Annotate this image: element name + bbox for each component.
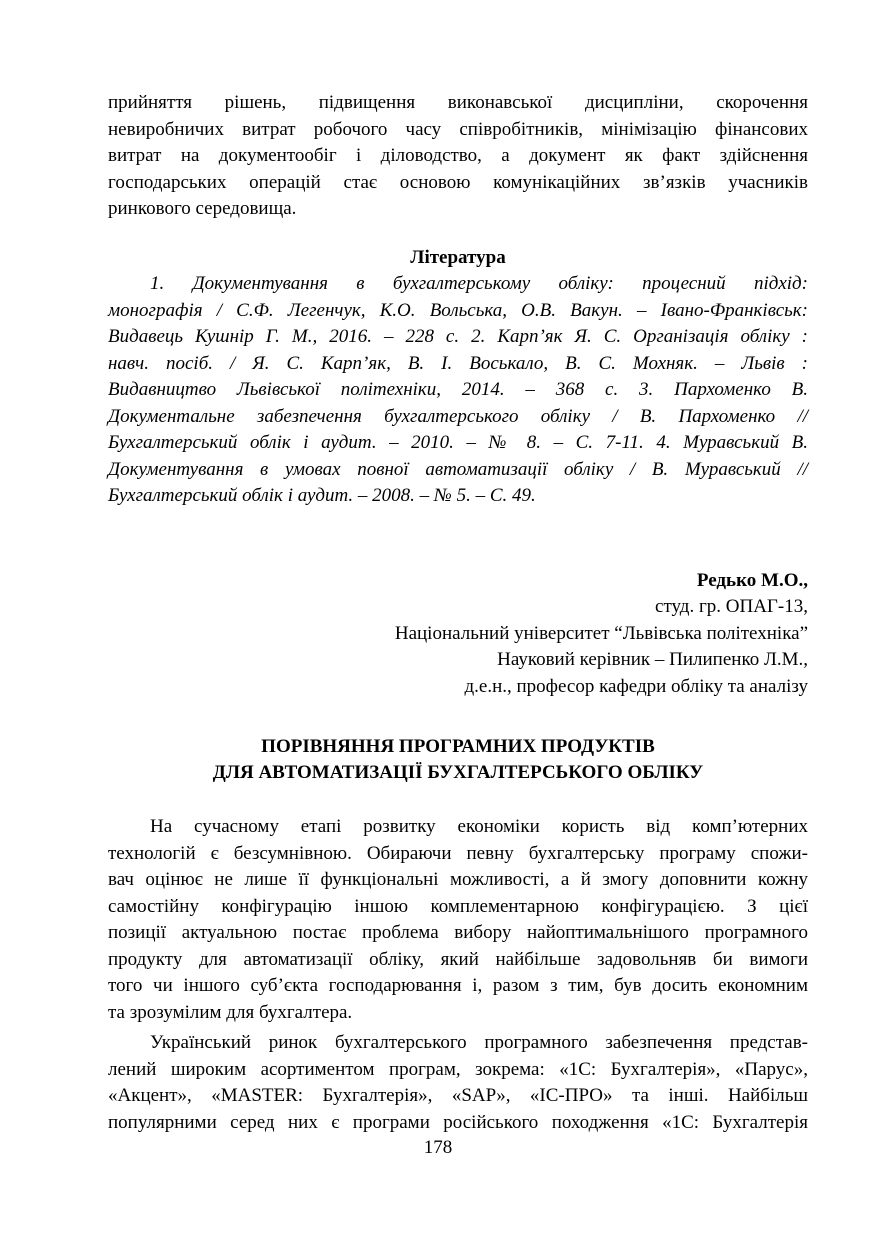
reference-line: Бухгалтерський облік і аудит. – 2010. – № 8. – С. 7-11. 4. Муравський В. [108,432,808,453]
text-line: продукту для автоматизації обліку, який найбільше задовольняв би вимоги [108,948,808,970]
author-info [108,568,808,701]
reference-line: навч. посіб. / Я. С. Карп’як, В. І. Воськало, В. С. Мохняк. – Львів : [108,352,808,374]
text-line: технологій є безсумнівною. Обираючи певну бухгалтерську програму спожи- [108,842,808,864]
article-title [108,734,808,786]
article-title-line-2: ДЛЯ АВТОМАТИЗАЦІЇ БУХГАЛТЕРСЬКОГО ОБЛІКУ [212,762,704,783]
text-line: господарських операцій стає основою комунікаційних зв’язків учасників [108,171,808,193]
author-supervisor: Науковий керівник – Пилипенко Л.М., [497,649,808,670]
page-number: 178 [423,1137,453,1158]
text-line: На сучасному етапі розвитку економіки користь від комп’ютерних [150,816,808,837]
text-line: лений широким асортиментом програм, зокрема: «1С: Бухгалтерія», «Парус», [108,1058,808,1080]
reference-line: Видавництво Львівської політехніки, 2014. – 368 с. 3. Пархоменко В. [108,379,808,400]
author-supervisor-title: д.е.н., професор кафедри обліку та аналізу [464,675,808,697]
reference-line: Документування в умовах повної автоматизації обліку / В. Муравський // [108,458,808,480]
text-line: прийняття рішень, підвищення виконавської дисципліни, скорочення [108,92,808,113]
intro-paragraph [108,90,808,223]
author-group: студ. гр. ОПАГ-13, [655,596,808,617]
reference-line: Документальне забезпечення бухгалтерського обліку / В. Пархоменко // [108,405,808,427]
author-university: Національний університет “Львівська політехніка” [394,622,808,644]
reference-line: 1. Документування в бухгалтерському обліку: процесний підхід: [150,273,808,294]
reference-line: Бухгалтерський облік і аудит. – 2008. – № 5. – С. 49. [108,485,536,506]
text-line: ринкового середовища. [108,198,297,219]
article-body [108,814,808,1136]
text-line: невиробничих витрат робочого часу співробітників, мінімізацію фінансових [108,118,808,140]
text-line: вач оцінює не лише її функціональні можливості, а й змогу доповнити кожну [108,869,808,890]
text-line: позиції актуальною постає проблема вибору найоптимальнішого програмного [108,922,808,943]
text-line: витрат на документообіг і діловодство, а документ як факт здійснення [108,145,808,166]
text-line: самостійну конфігурацію іншою комплементарною конфігурацією. З цієї [108,895,808,917]
text-line: та зрозумілим для бухгалтера. [108,1001,353,1023]
article-paragraph-2 [108,1030,808,1136]
reference-line: Видавець Кушнір Г. М., 2016. – 228 с. 2. Карп’як Я. С. Організація обліку : [108,326,808,347]
literature-heading: Література [410,246,506,268]
text-line: «Акцент», «MASTER: Бухгалтерія», «SAP», «ІС-ПРО» та інші. Найбільш [108,1085,808,1106]
article-title-line-1: ПОРІВНЯННЯ ПРОГРАМНИХ ПРОДУКТІВ [261,736,655,757]
literature-list [108,271,808,510]
article-paragraph-1 [108,814,808,1026]
author-name: Редько М.О., [696,569,808,591]
document-page [108,90,808,1140]
text-line: Український ринок бухгалтерського програмного забезпечення представ- [150,1032,808,1053]
text-line: того чи іншого суб’єкта господарювання і, разом з тим, був досить економним [108,975,808,996]
text-line: популярними серед них є програми російського походження «1С: Бухгалтерія [108,1111,808,1133]
reference-line: монографія / С.Ф. Легенчук, К.О. Вольська, О.В. Вакун. – Івано-Франківськ: [108,299,808,321]
